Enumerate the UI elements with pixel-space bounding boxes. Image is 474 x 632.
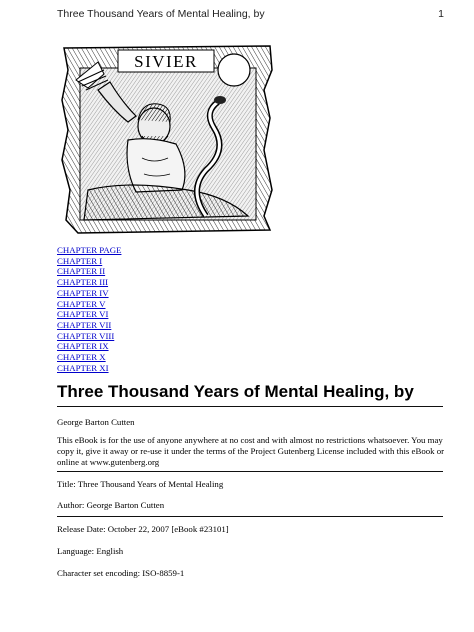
title-divider [57,406,443,407]
toc-item [57,331,257,342]
toc-item [57,266,257,277]
meta-title: Title: Three Thousand Years of Mental Healing [57,479,224,489]
toc-item [57,288,257,299]
section-divider [57,516,443,517]
toc-link[interactable]: CHAPTER VIII [57,330,115,341]
table-of-contents [57,245,257,373]
toc-item [57,245,257,256]
frontispiece-image [58,40,276,235]
page-number: 1 [438,8,444,20]
meta-release-date: Release Date: October 22, 2007 [eBook #23101] [57,524,229,534]
author-line: George Barton Cutten [57,417,135,427]
toc-link[interactable]: CHAPTER IX [57,341,109,352]
toc-item [57,309,257,320]
svg-text:SIVIER: SIVIER [134,52,198,71]
meta-language: Language: English [57,546,124,556]
section-divider [57,471,443,472]
book-title: Three Thousand Years of Mental Healing, by [57,382,414,401]
license-paragraph: This eBook is for the use of anyone anywhere at no cost and with almost no restrictions whatsoever. You may copy it, give it away or re-use it under the terms of the Project Gutenberg License included with this eBook or online at www.gutenberg.org [57,435,445,467]
running-header [57,6,444,22]
meta-author: Author: George Barton Cutten [57,500,165,510]
toc-item [57,352,257,363]
toc-link[interactable]: CHAPTER VI [57,309,109,320]
toc-item [57,320,257,331]
toc-link[interactable]: CHAPTER XI [57,362,109,373]
toc-item [57,256,257,267]
toc-link[interactable]: CHAPTER IV [57,287,109,298]
toc-item [57,363,257,374]
toc-item [57,299,257,310]
toc-link[interactable]: CHAPTER II [57,266,106,277]
toc-link[interactable]: CHAPTER III [57,277,109,288]
toc-item [57,277,257,288]
toc-link[interactable]: CHAPTER V [57,298,106,309]
toc-link[interactable]: CHAPTER VII [57,319,112,330]
toc-link[interactable]: CHAPTER X [57,352,106,363]
toc-link[interactable]: CHAPTER PAGE [57,245,122,255]
meta-encoding: Character set encoding: ISO-8859-1 [57,568,185,578]
toc-link[interactable]: CHAPTER I [57,255,103,266]
running-header-title: Three Thousand Years of Mental Healing, by [57,8,265,20]
toc-item [57,341,257,352]
